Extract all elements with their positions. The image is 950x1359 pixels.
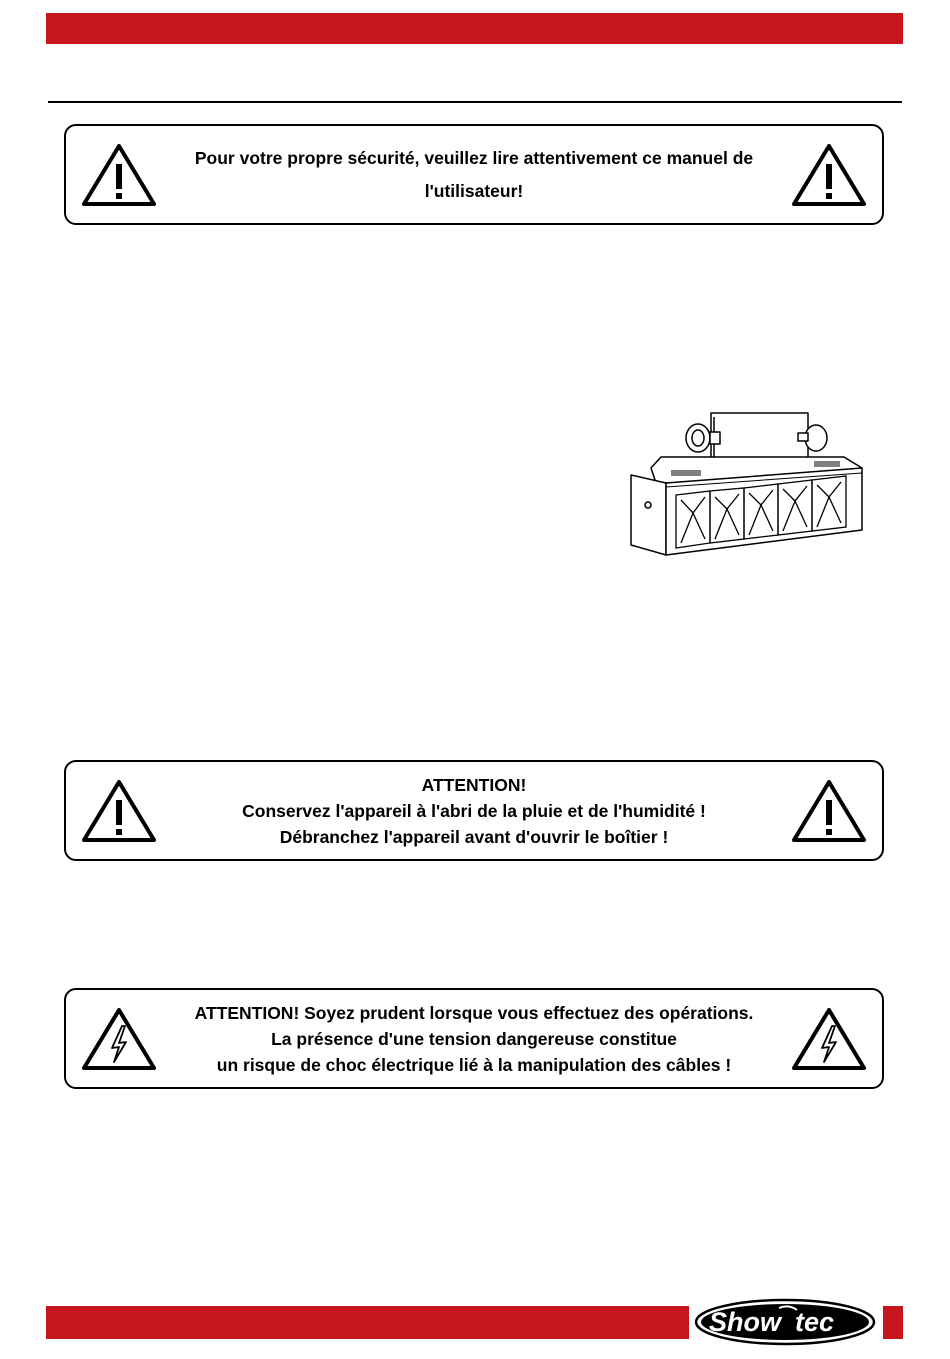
footer-bar-end [883,1306,903,1339]
exclamation-warning-icon [791,142,867,208]
footer-bar [46,1306,689,1339]
electric-shock-warning-icon [81,1006,157,1072]
header-rule [48,101,902,103]
warning-text-line: ATTENTION! [421,774,527,795]
safety-notice-box [64,124,884,225]
exclamation-warning-icon [791,778,867,844]
logo-text-show: Show [709,1307,781,1337]
electric-warning-box [64,988,884,1089]
warning-text-line: Conservez l'appareil à l'abri de la pluie et de l'humidité ! [242,800,706,821]
warning-text-line: ATTENTION! Soyez prudent lorsque vous effectuez des opérations. [194,1002,754,1023]
warning-text-line: l'utilisateur! [424,180,524,201]
electric-shock-warning-icon [791,1006,867,1072]
led-fixture-illustration [626,405,876,565]
showtec-logo [693,1297,878,1347]
exclamation-warning-icon [81,142,157,208]
warning-text-line: Débranchez l'appareil avant d'ouvrir le boîtier ! [279,826,669,847]
moisture-warning-box [64,760,884,861]
logo-text-tec: tec [795,1307,835,1337]
header-bar [46,13,903,44]
exclamation-warning-icon [81,778,157,844]
warning-text-line: La présence d'une tension dangereuse constitue [271,1028,677,1049]
warning-text-line: Pour votre propre sécurité, veuillez lire attentivement ce manuel de [194,147,754,168]
warning-text-line: un risque de choc électrique lié à la manipulation des câbles ! [216,1054,732,1075]
